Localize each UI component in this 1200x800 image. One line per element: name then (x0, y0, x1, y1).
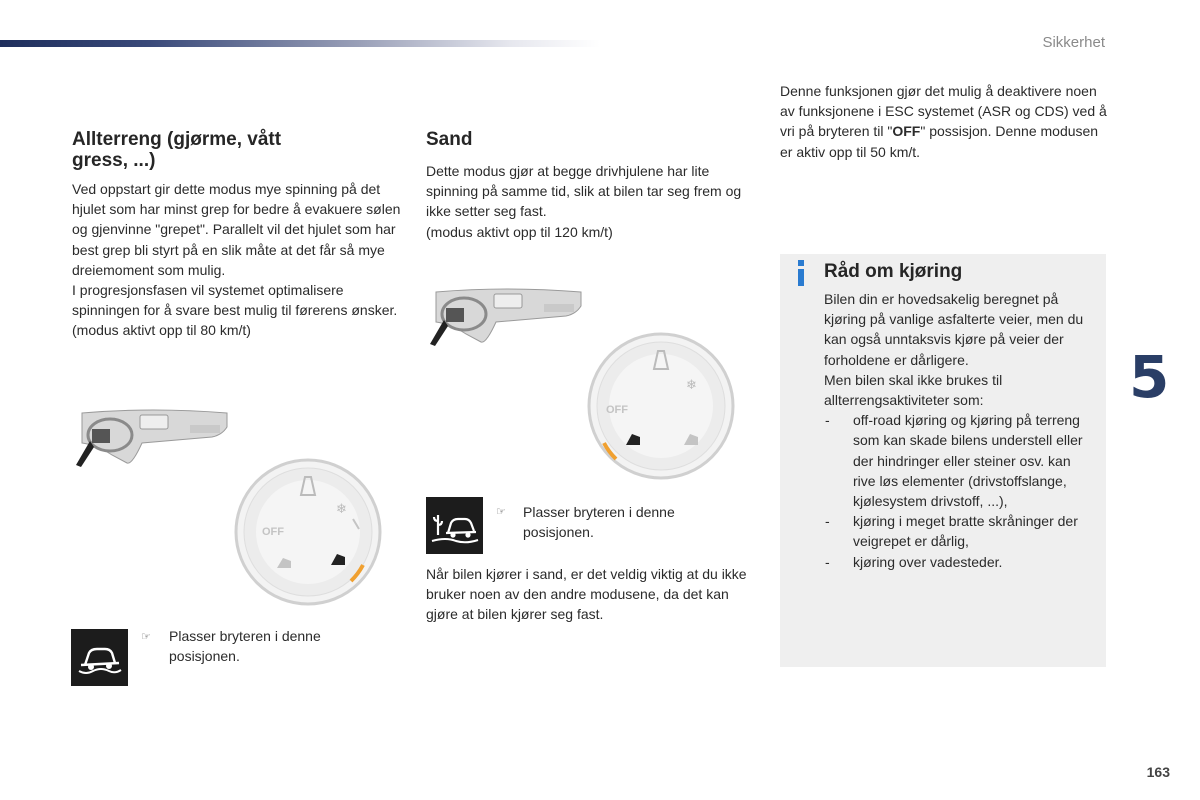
mud-instruction: Plasser bryteren i denne posisjonen. (169, 628, 321, 665)
allterreng-paragraph: Ved oppstart gir dette modus mye spinning på det hjulet som har minst grep for bedre å evakuere sølen og gjenvinne "grepet". Parallelt vil det hjulet som har best grep bli styrt på en slik måte at det får så mye dreiemoment som mulig. (72, 181, 401, 278)
allterreng-text (72, 179, 402, 341)
off-intro-text: Denne funksjonen gjør det mulig å deaktivere noen av funksjonene i ESC systemet (ASR og CDS) ved å vri på bryteren til " (780, 83, 1107, 140)
dial-off-label: OFF (262, 526, 284, 538)
page-number: 163 (1146, 764, 1170, 780)
mode-selector-dial (233, 453, 383, 611)
bullet-arrow-icon: ☞ (141, 631, 151, 643)
sand-mode-icon (426, 497, 483, 554)
info-heading: Råd om kjøring (824, 261, 963, 282)
list-item-text: off-road kjøring og kjøring på terreng som kan skade bilens understell eller der hindringer eller steiner osv. kan rive løs elementer (drivstoffslange, kjølesystem drivstoff, ...), (853, 412, 1083, 510)
snowflake-icon: ❄ (686, 378, 697, 393)
mode-selector-dial (586, 327, 736, 485)
info-paragraph: Bilen din er hovedsakelig beregnet på kjøring på vanlige asfalterte veier, men du kan også unntaksvis kjøre på veier der forholdene er dårligere. (824, 291, 1084, 368)
chapter-number: 5 (1129, 343, 1170, 411)
list-item: - kjøring over vadesteder. (825, 553, 1003, 570)
info-paragraph: Men bilen skal ikke brukes til allterrengsaktiviteter som: (824, 371, 1003, 409)
allterreng-paragraph: I progresjonsfasen vil systemet optimalisere spinningen for å svare best mulig til førerens ønsker. (72, 282, 398, 319)
off-keyword: OFF (892, 123, 921, 140)
list-item-text: kjøring over vadesteder. (853, 553, 1003, 570)
off-intro-text-end: " possisjon. Denne modusen er aktiv opp til 50 km/t. (780, 123, 1099, 160)
list-item: - kjøring i meget bratte skråninger der veigrepet er dårlig, (825, 513, 1078, 550)
section-title: Sikkerhet (1042, 34, 1105, 51)
info-list (824, 410, 1096, 572)
heading-allterreng: Allterreng (gjørme, vått gress, ...) (72, 129, 282, 171)
sand-instruction: Plasser bryteren i denne posisjonen. (523, 504, 675, 541)
dashboard-illustration (72, 405, 232, 470)
heading-sand: Sand (426, 129, 473, 150)
sand-text (426, 161, 761, 242)
sand-paragraph: Dette modus gjør at begge drivhjulene har lite spinning på samme tid, slik at bilen tar seg frem og ikke setter seg fast. (426, 163, 742, 220)
dashboard-illustration (426, 284, 586, 349)
dial-off-label: OFF (606, 404, 628, 416)
snowflake-icon: ❄ (336, 502, 347, 517)
info-icon (796, 260, 806, 286)
bullet-arrow-icon: ☞ (496, 506, 506, 518)
list-item: - off-road kjøring og kjøring på terreng som kan skade bilens understell eller der hindringer eller steiner osv. kan rive løs elementer (drivstoffslange, kjølesystem drivstoff, ...), (825, 412, 1083, 510)
off-mode-description (780, 81, 1110, 162)
sand-warning: Når bilen kjører i sand, er det veldig viktig at du ikke bruker noen av den andre modusene, da det kan gjøre at bilen kjører seg fast. (426, 566, 747, 623)
allterreng-speed-note: (modus aktivt opp til 80 km/t) (72, 322, 251, 339)
mud-mode-icon (71, 629, 128, 686)
info-body (824, 289, 1096, 572)
list-item-text: kjøring i meget bratte skråninger der veigrepet er dårlig, (853, 513, 1078, 550)
header-gradient-bar (0, 40, 600, 47)
sand-speed-note: (modus aktivt opp til 120 km/t) (426, 223, 613, 240)
